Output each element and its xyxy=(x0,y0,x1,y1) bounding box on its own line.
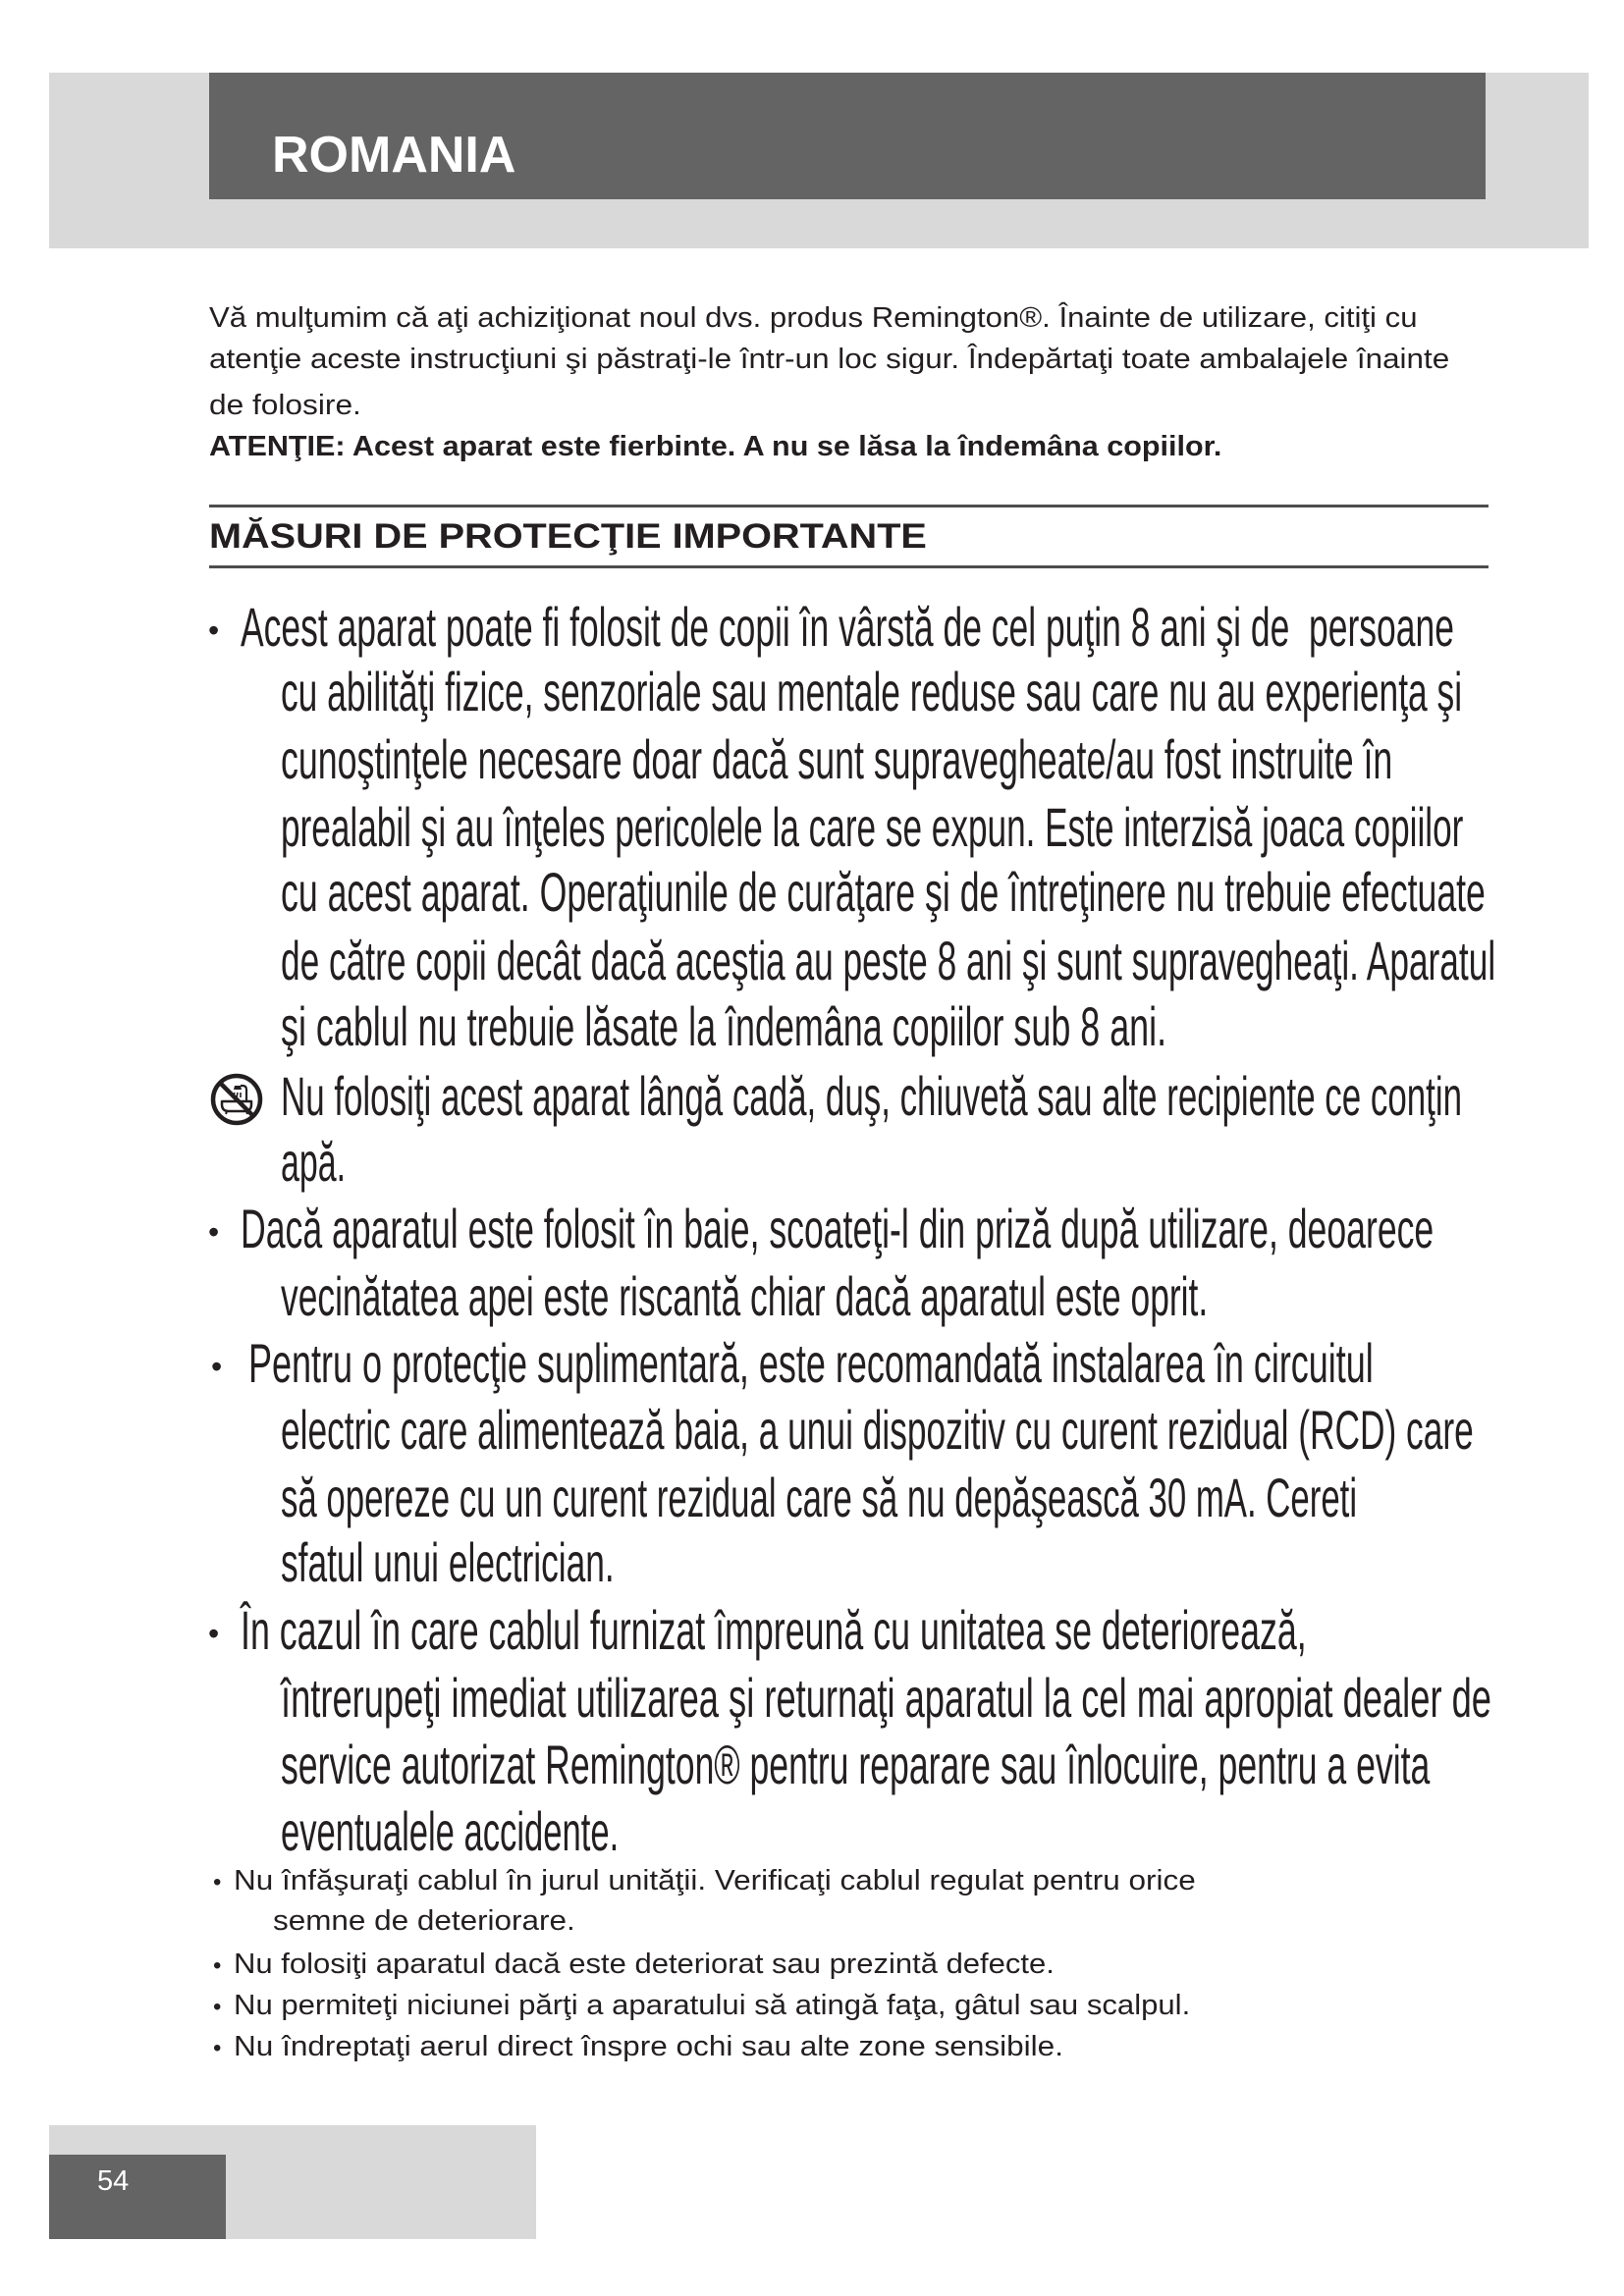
bullet-marker: • xyxy=(213,1994,222,2020)
small-item-line: semne de deteriorare. xyxy=(273,1905,575,1937)
heading-rule-bottom xyxy=(209,565,1489,568)
safety-item-line: prealabil şi au înţeles pericolele la care se expun. Este interzisă joaca copiilor xyxy=(281,796,1464,858)
bullet-marker: • xyxy=(211,1349,223,1384)
safety-item-line: service autorizat Remington® pentru reparare sau înlocuire, pentru a evita xyxy=(281,1734,1431,1795)
safety-item-line: şi cablul nu trebuie lăsate la îndemâna copiilor sub 8 ani. xyxy=(281,995,1167,1057)
section-heading: MĂSURI DE PROTECŢIE IMPORTANTE xyxy=(209,517,927,556)
page-number: 54 xyxy=(97,2165,130,2197)
no-bathtub-icon xyxy=(210,1073,263,1126)
safety-item-line: apă. xyxy=(281,1131,346,1193)
safety-item-line: să opereze cu un curent rezidual care să nu depăşească 30 mA. Cereti xyxy=(281,1467,1358,1528)
safety-item-line: cunoştinţele necesare doar dacă sunt supravegheate/au fost instruite în xyxy=(281,728,1393,790)
intro-line: de folosire. xyxy=(209,390,361,421)
safety-item-line: electric care alimentează baia, a unui dispozitiv cu curent rezidual (RCD) care xyxy=(281,1399,1474,1461)
safety-item-line: cu acest aparat. Operaţiunile de curăţare şi de întreţinere nu trebuie efectuate xyxy=(281,861,1486,923)
small-item-line: Nu permiteţi niciunei părţi a aparatului să atingă faţa, gâtul sau scalpul. xyxy=(234,1990,1191,2021)
safety-item-line: eventualele accidente. xyxy=(281,1800,620,1862)
safety-item-line: Acest aparat poate fi folosit de copii în vârstă de cel puţin 8 ani şi de persoane xyxy=(241,596,1454,658)
safety-item-line: vecinătatea apei este riscantă chiar dacă aparatul este oprit. xyxy=(281,1265,1209,1327)
bullet-marker: • xyxy=(208,1616,220,1651)
bullet-marker: • xyxy=(213,1869,222,1896)
safety-item-line: de către copii decât dacă aceştia au peste 8 ani şi sunt supravegheaţi. Aparatul xyxy=(281,930,1496,991)
safety-item-line: întrerupeţi imediat utilizarea şi returnaţi aparatul la cel mai apropiat dealer de xyxy=(281,1667,1492,1729)
page-number-box xyxy=(49,2155,226,2239)
page-title: ROMANIA xyxy=(272,127,516,184)
warning-line: ATENŢIE: Acest aparat este fierbinte. A nu se lăsa la îndemâna copiilor. xyxy=(209,431,1222,462)
safety-item-line: Nu folosiţi acest aparat lângă cadă, duş, chiuvetă sau alte recipiente ce conţin xyxy=(281,1065,1463,1127)
safety-item-line: În cazul în care cablul furnizat împreună cu unitatea se deteriorează, xyxy=(241,1599,1307,1661)
small-item-line: Nu înfăşuraţi cablul în jurul unităţii. Verificaţi cablul regulat pentru orice xyxy=(234,1865,1196,1896)
heading-rule-top xyxy=(209,505,1489,507)
small-item-line: Nu îndreptaţi aerul direct înspre ochi sau alte zone sensibile. xyxy=(234,2031,1063,2062)
intro-line: Vă mulţumim că aţi achiziţionat noul dvs. produs Remington®. Înainte de utilizare, citiţi cu xyxy=(209,302,1418,334)
safety-item-line: Dacă aparatul este folosit în baie, scoateţi-l din priză după utilizare, deoarece xyxy=(241,1198,1435,1259)
safety-item-line: sfatul unui electrician. xyxy=(281,1531,615,1593)
bullet-marker: • xyxy=(213,1952,222,1979)
bullet-marker: • xyxy=(213,2035,222,2061)
intro-line: atenţie aceste instrucţiuni şi păstraţi-le într-un loc sigur. Îndepărtaţi toate ambalajele înainte xyxy=(209,344,1450,375)
safety-item-line: Pentru o protecţie suplimentară, este recomandată instalarea în circuitul xyxy=(248,1332,1374,1394)
bullet-marker: • xyxy=(208,613,220,648)
safety-item-line: cu abilităţi fizice, senzoriale sau mentale reduse sau care nu au experienţa şi xyxy=(281,661,1463,722)
bullet-marker: • xyxy=(208,1214,220,1250)
small-item-line: Nu folosiţi aparatul dacă este deteriorat sau prezintă defecte. xyxy=(234,1949,1055,1980)
